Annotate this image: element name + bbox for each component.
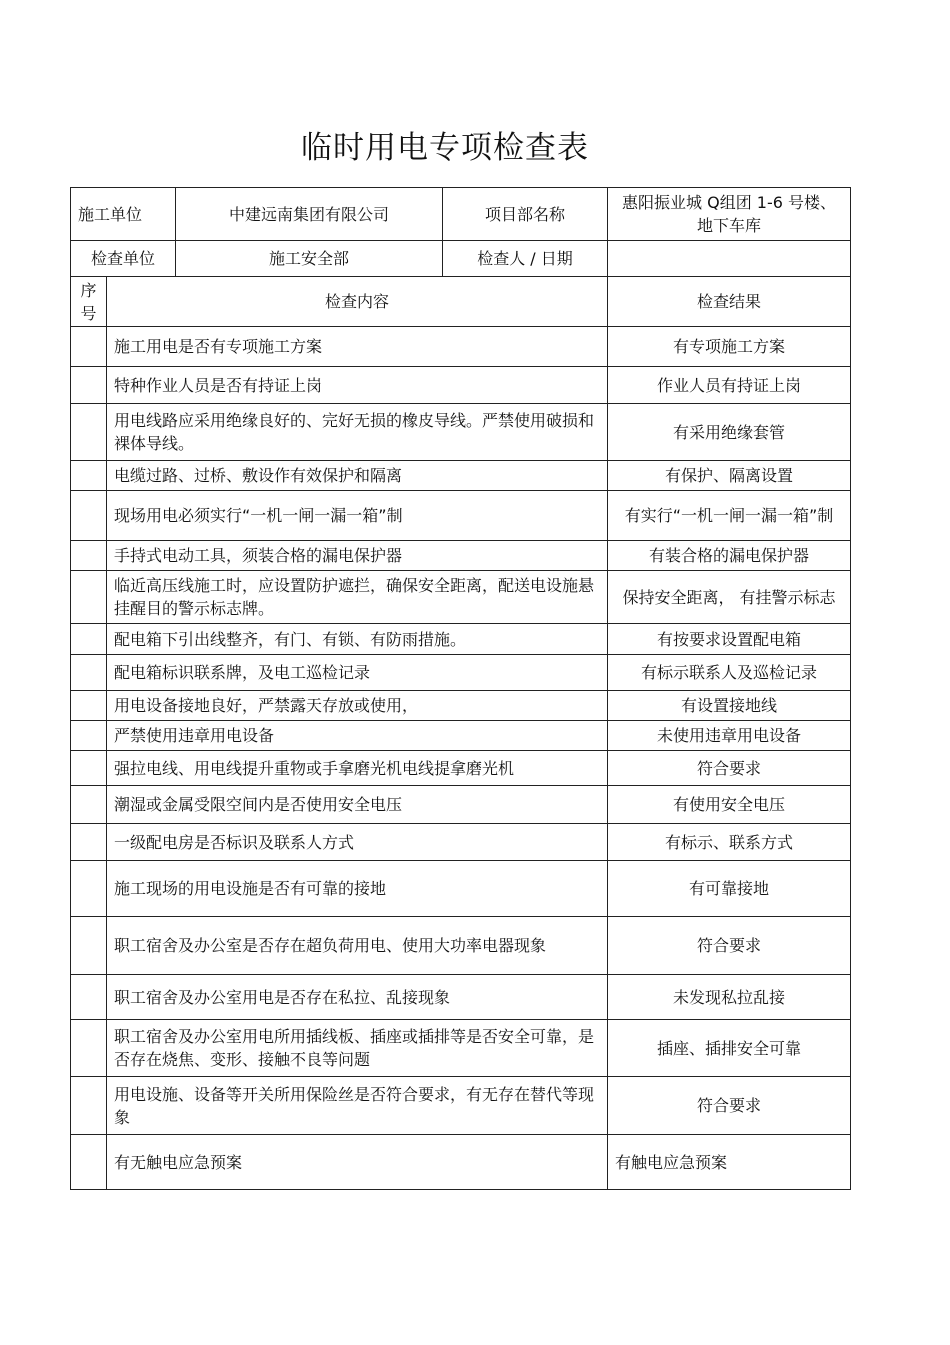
result-cell: 有标示联系人及巡检记录 <box>608 655 851 691</box>
table-row <box>71 1077 851 1135</box>
result-cell: 未发现私拉乱接 <box>608 975 851 1020</box>
content-cell: 施工现场的用电设施是否有可靠的接地 <box>107 861 608 917</box>
seq-cell <box>71 571 107 624</box>
content-cell: 电缆过路、过桥、敷设作有效保护和隔离 <box>107 461 608 491</box>
seq-cell <box>71 1020 107 1077</box>
table-row <box>71 1020 851 1077</box>
table-row <box>71 571 851 624</box>
table-row <box>71 491 851 541</box>
result-cell: 作业人员有持证上岗 <box>608 367 851 404</box>
inspect-unit-label: 检查单位 <box>71 241 176 277</box>
seq-cell <box>71 975 107 1020</box>
unit-label: 施工单位 <box>71 188 176 241</box>
content-cell: 职工宿舍及办公室用电是否存在私拉、乱接现象 <box>107 975 608 1020</box>
seq-cell <box>71 824 107 861</box>
table-row <box>71 721 851 751</box>
inspect-unit-value: 施工安全部 <box>176 241 443 277</box>
content-cell: 一级配电房是否标识及联系人方式 <box>107 824 608 861</box>
seq-cell <box>71 461 107 491</box>
seq-cell <box>71 327 107 367</box>
table-row <box>71 367 851 404</box>
table-row <box>71 861 851 917</box>
content-cell: 潮湿或金属受限空间内是否使用安全电压 <box>107 786 608 824</box>
seq-cell <box>71 541 107 571</box>
header-row-inspect <box>71 241 851 277</box>
table-row <box>71 327 851 367</box>
content-cell: 配电箱下引出线整齐，有门、有锁、有防雨措施。 <box>107 624 608 655</box>
content-cell: 施工用电是否有专项施工方案 <box>107 327 608 367</box>
seq-cell <box>71 624 107 655</box>
inspector-label: 检查人 / 日期 <box>443 241 608 277</box>
page-title: 临时用电专项检查表 <box>301 130 589 166</box>
content-cell: 职工宿舍及办公室是否存在超负荷用电、使用大功率电器现象 <box>107 917 608 975</box>
result-cell: 有设置接地线 <box>608 691 851 721</box>
content-cell: 现场用电必须实行“一机一闸一漏一箱”制 <box>107 491 608 541</box>
content-cell: 严禁使用违章用电设备 <box>107 721 608 751</box>
result-cell: 有可靠接地 <box>608 861 851 917</box>
content-cell: 手持式电动工具，须装合格的漏电保护器 <box>107 541 608 571</box>
table-row <box>71 751 851 786</box>
seq-cell <box>71 721 107 751</box>
table-row <box>71 1135 851 1190</box>
seq-cell <box>71 367 107 404</box>
content-cell: 有无触电应急预案 <box>107 1135 608 1190</box>
result-cell: 符合要求 <box>608 1077 851 1135</box>
column-header-content: 检查内容 <box>107 277 608 327</box>
column-header-result: 检查结果 <box>608 277 851 327</box>
content-cell: 临近高压线施工时，应设置防护遮拦，确保安全距离，配送电设施悬挂醒目的警示标志牌。 <box>107 571 608 624</box>
result-cell: 未使用违章用电设备 <box>608 721 851 751</box>
result-cell: 有按要求设置配电箱 <box>608 624 851 655</box>
seq-cell <box>71 786 107 824</box>
content-cell: 强拉电线、用电线提升重物或手拿磨光机电线提拿磨光机 <box>107 751 608 786</box>
result-cell: 有触电应急预案 <box>608 1135 851 1190</box>
table-row <box>71 786 851 824</box>
table-row <box>71 917 851 975</box>
seq-cell <box>71 1077 107 1135</box>
result-cell: 有标示、联系方式 <box>608 824 851 861</box>
content-cell: 用电线路应采用绝缘良好的、完好无损的橡皮导线。严禁使用破损和裸体导线。 <box>107 404 608 461</box>
table-row <box>71 975 851 1020</box>
seq-cell <box>71 491 107 541</box>
project-value: 惠阳振业城 Q组团 1-6 号楼、地下车库 <box>608 188 851 241</box>
seq-cell <box>71 655 107 691</box>
inspection-table <box>70 187 851 1190</box>
table-row <box>71 691 851 721</box>
table-row <box>71 461 851 491</box>
content-cell: 特种作业人员是否有持证上岗 <box>107 367 608 404</box>
seq-cell <box>71 917 107 975</box>
result-cell: 插座、插排安全可靠 <box>608 1020 851 1077</box>
content-cell: 配电箱标识联系牌，及电工巡检记录 <box>107 655 608 691</box>
table-row <box>71 541 851 571</box>
content-cell: 用电设施、设备等开关所用保险丝是否符合要求，有无存在替代等现象 <box>107 1077 608 1135</box>
seq-cell <box>71 751 107 786</box>
seq-cell <box>71 861 107 917</box>
unit-value: 中建远南集团有限公司 <box>176 188 443 241</box>
table-row <box>71 824 851 861</box>
content-cell: 职工宿舍及办公室用电所用插线板、插座或插排等是否安全可靠，是否存在烧焦、变形、接触不良等问题 <box>107 1020 608 1077</box>
result-cell: 符合要求 <box>608 917 851 975</box>
result-cell: 保持安全距离， 有挂警示标志 <box>608 571 851 624</box>
column-header-row <box>71 277 851 327</box>
table-row <box>71 404 851 461</box>
result-cell: 符合要求 <box>608 751 851 786</box>
inspector-value <box>608 241 851 277</box>
result-cell: 有实行“一机一闸一漏一箱”制 <box>608 491 851 541</box>
table-row <box>71 655 851 691</box>
table-row <box>71 624 851 655</box>
result-cell: 有采用绝缘套管 <box>608 404 851 461</box>
seq-cell <box>71 404 107 461</box>
seq-cell <box>71 1135 107 1190</box>
project-label: 项目部名称 <box>443 188 608 241</box>
seq-cell <box>71 691 107 721</box>
result-cell: 有保护、隔离设置 <box>608 461 851 491</box>
result-cell: 有装合格的漏电保护器 <box>608 541 851 571</box>
result-cell: 有专项施工方案 <box>608 327 851 367</box>
column-header-seq: 序号 <box>71 277 107 327</box>
result-cell: 有使用安全电压 <box>608 786 851 824</box>
content-cell: 用电设备接地良好，严禁露天存放或使用， <box>107 691 608 721</box>
header-row-unit <box>71 188 851 241</box>
